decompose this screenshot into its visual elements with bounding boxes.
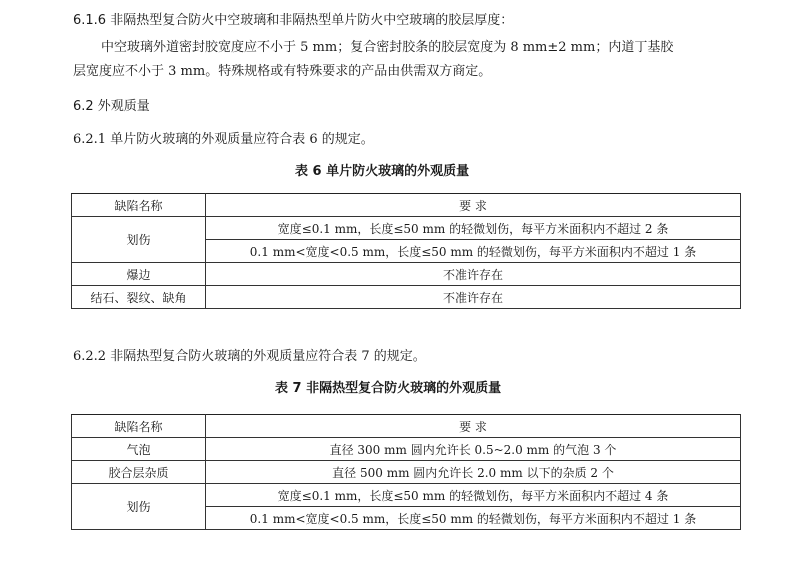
table-header-cell: 要 求 [206,415,741,438]
table-header-cell: 要 求 [206,194,741,217]
requirement-cell: 不准许存在 [206,263,741,286]
requirement-cell: 直径 300 mm 圆内允许长 0.5~2.0 mm 的气泡 3 个 [206,438,741,461]
requirement-cell: 不准许存在 [206,286,741,309]
table6-caption: 表 6 单片防火玻璃的外观质量 [295,164,470,179]
requirement-cell: 0.1 mm<宽度<0.5 mm，长度≤50 mm 的轻微划伤，每平方米面积内不超过 1 条 [206,240,741,263]
table7-caption: 表 7 非隔热型复合防火玻璃的外观质量 [275,381,502,396]
section-6-2-2-text: 6.2.2 非隔热型复合防火玻璃的外观质量应符合表 7 的规定。 [73,349,426,364]
table-header-row [72,415,741,438]
defect-name-cell: 划伤 [72,217,206,263]
requirement-cell: 0.1 mm<宽度<0.5 mm，长度≤50 mm 的轻微划伤，每平方米面积内不超过 1 条 [206,507,741,530]
table-row [72,217,741,240]
table-row [72,286,741,309]
section-6-1-6-body-line2: 层宽度应不小于 3 mm。特殊规格或有特殊要求的产品由供需双方商定。 [73,64,492,79]
table-header-row [72,194,741,217]
table-row [72,263,741,286]
defect-name-cell: 划伤 [72,484,206,530]
table-row [72,484,741,507]
section-6-1-6-heading: 6.1.6 非隔热型复合防火中空玻璃和非隔热型单片防火中空玻璃的胶层厚度： [73,13,514,28]
section-6-2-1-text: 6.2.1 单片防火玻璃的外观质量应符合表 6 的规定。 [73,132,374,147]
table-header-cell: 缺陷名称 [72,194,206,217]
table-row [72,461,741,484]
table-header-cell: 缺陷名称 [72,415,206,438]
table-row [72,438,741,461]
defect-name-cell: 胶合层杂质 [72,461,206,484]
requirement-cell: 宽度≤0.1 mm，长度≤50 mm 的轻微划伤，每平方米面积内不超过 2 条 [206,217,741,240]
defect-name-cell: 气泡 [72,438,206,461]
section-6-1-6-body-line1: 中空玻璃外道密封胶宽度应不小于 5 mm；复合密封胶条的胶层宽度为 8 mm±2 mm；内道丁基胶 [101,40,674,55]
defect-name-cell: 爆边 [72,263,206,286]
requirement-cell: 宽度≤0.1 mm，长度≤50 mm 的轻微划伤，每平方米面积内不超过 4 条 [206,484,741,507]
requirement-cell: 直径 500 mm 圆内允许长 2.0 mm 以下的杂质 2 个 [206,461,741,484]
defect-name-cell: 结石、裂纹、缺角 [72,286,206,309]
table6 [71,193,741,309]
section-6-2-heading: 6.2 外观质量 [73,99,150,114]
table7 [71,414,741,530]
